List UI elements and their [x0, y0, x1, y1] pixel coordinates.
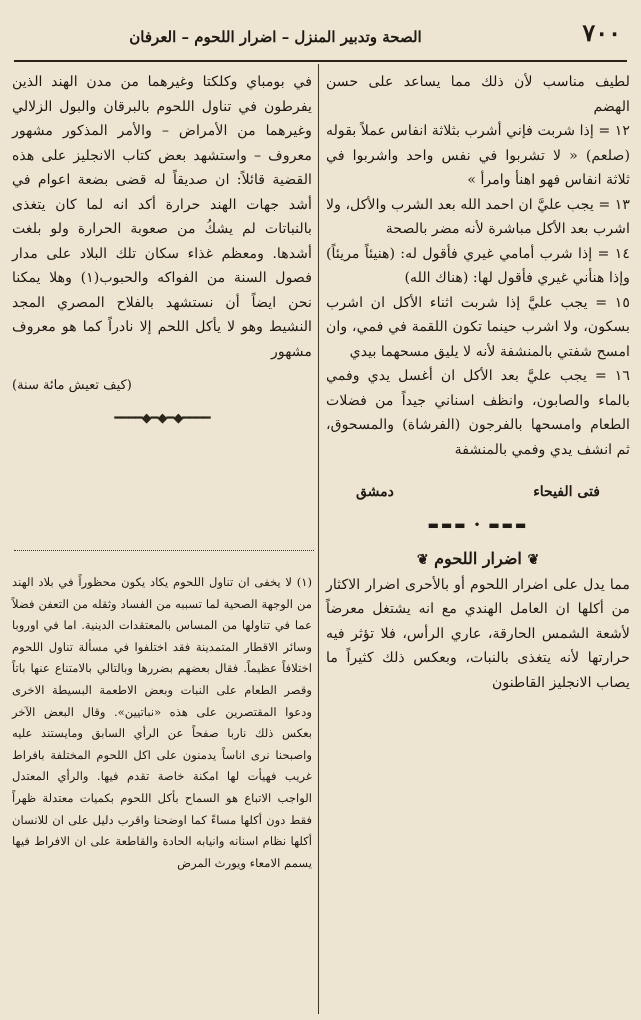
paragraph: ١٣ = يجب عليَّ ان احمد الله بعد الشرب والأكل، ولا اشرب بعد الأكل مباشرة لأنه مضر بالصحة — [326, 196, 630, 237]
signature-place: دمشق — [356, 484, 394, 500]
page-header — [14, 10, 627, 62]
ornament-divider: ━━━━◆━◆━◆━━━━ — [114, 410, 210, 426]
source-citation: (كيف تعيش مائة سنة) — [12, 378, 132, 393]
fleuron-icon: ❦ — [416, 552, 429, 568]
paragraph: ١٢ = إذا شربت فإني أشرب بثلاثة انفاس عملاً بقوله (صلعم) « لا تشربوا في نفس واحد واشربوا في ثلاثة انفاس فهو اهنأ وامرأ » — [326, 123, 630, 188]
right-column — [326, 70, 630, 695]
fleuron-icon: ❦ — [527, 552, 540, 568]
paragraph: ١٤ = إذا شرب أمامي غيري فأقول له: (هنيئاً مريئاً) وإذا هنأني غيري فأقول لها: (هناك الله) — [326, 245, 630, 286]
signature-name: فتى الفيحاء — [533, 484, 600, 500]
paragraph: في بومباي وكلكتا وغيرهما من مدن الهند الذين يفرطون في تناول اللحوم بالبرقان والبول الزلالي وغيرهما من الأمراض – والأمر المذكور مشهور معروف – واستشهد بعض كتاب الانجليز على هذه القضية قائلاً: ان صديقاً له قضى بضعة اعوام في أشد جهات الهند حرارة أكد انه لما كان يتغذى بالنباتات لم يشكُ من صعوبة الحرارة ولو بلغت أشدها. ومعظم غذاء سكان تلك البلاد على مدار فصول السنة من الفواكه والحبوب(١) وهلا يمكنا نحن ايضاً أن نستشهد بالفلاح المصري المجد النشيط وهو لا يأكل اللحم إلا نادراً كما هو معروف مشهور — [12, 74, 312, 360]
column-divider — [318, 64, 319, 1014]
left-column — [12, 70, 312, 435]
running-title: الصحة وتدبير المنزل – اضرار اللحوم – العرفان — [129, 28, 422, 46]
section-title — [326, 547, 630, 573]
section-title-text: اضرار اللحوم — [434, 549, 522, 568]
footnote — [12, 572, 312, 874]
footnote-divider — [14, 550, 314, 551]
footnote-text: (١) لا يخفى ان تناول اللحوم يكاد يكون محظوراً في بلاد الهند من الوجهة الصحية لما تسببه من الفساد وثقله من التعفن فضلاً عما في تناولها من المساس بالمعتقدات الدينية. اما في اوروبا وسائر الاقطار المتمدينة فقد اختلفوا في مسألة تناول اللحوم اختلافاً عظيماً. فقال بعضهم بضررها وبالتالي بالامتناع عنها باتاً وقصر الطعام على النبات وبعض الاطعمة البسيطة الاخرى ودعوا المقتصرين على هذه «نباتيين». وقال البعض الآخر بعكس ذلك ناربا صفحاً عن الرأي السابق ومايستند عليه واصبحنا نرى اناساً يدمنون على اكل اللحوم المختلفة بافراط غريب فهيأت لها امكنة خاصة تقدم فيها. والرأي المعتدل الواجب الاتباع هو السماح بأكل اللحوم بكميات معتدلة ظهراً فقط دون أكلها مساءً كما اوضحنا واقرب دليل على ان للانسان أكلها نظام اسنانه وانيابه الحادة والقاطعة على ان الافراط فيها يسمم الامعاء ويورث المرض — [12, 575, 312, 870]
paragraph: ١٦ = يجب عليَّ بعد الأكل ان أغسل يدي وفمي بالماء والصابون، وانظف اسناني جيداً من فضلات الطعام وامسحها بالفرجون (الفرشاة) والمسحوق، ثم انشف يدي وفمي بالمنشفة — [326, 368, 630, 458]
paragraph: ١٥ = يجب عليَّ إذا شربت اثناء الأكل ان اشرب بسكون، ولا اشرب حينما تكون اللقمة في فمي، وان امسح شفتي بالمنشفة لأنه لا يليق مسحهما بيدي — [326, 294, 630, 360]
signature-line — [326, 480, 630, 505]
paragraph: مما يدل على اضرار اللحوم أو بالأحرى اضرار الاكثار من أكلها ان العامل الهندي مع انه يشتغل معرضاً لأشعة الشمس الحارقة، عاري الرأس، فلا تؤثر فيه حرارتها لأنه يتغذى بالنبات، وبعكس ذلك كثيراً ما يصاب الانجليز القاطنون — [326, 576, 630, 691]
paragraph: لطيف مناسب لأن ذلك مما يساعد على حسن الهضم — [326, 74, 630, 115]
ornament-divider: ▬▬▬ • ▬▬▬ — [427, 517, 529, 532]
page-number: ٧٠٠ — [582, 18, 621, 47]
